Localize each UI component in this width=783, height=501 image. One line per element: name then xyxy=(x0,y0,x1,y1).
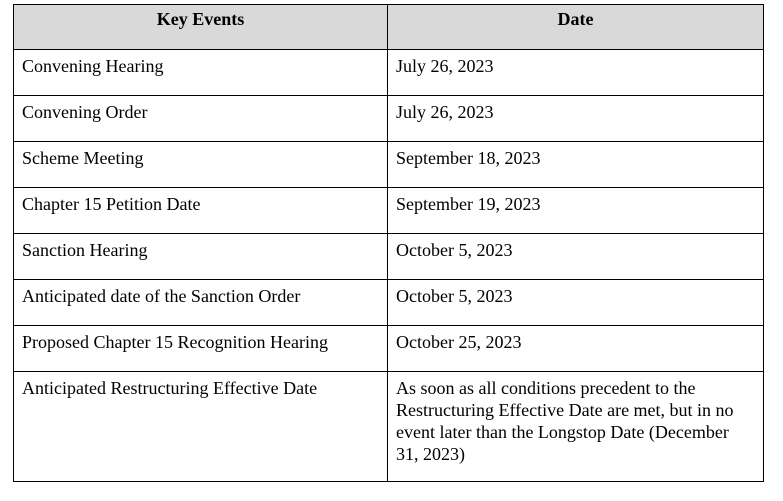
date-cell: October 5, 2023 xyxy=(388,234,764,280)
column-header-date: Date xyxy=(388,5,764,50)
event-cell: Proposed Chapter 15 Recognition Hearing xyxy=(14,326,388,372)
event-cell: Anticipated Restructuring Effective Date xyxy=(14,372,388,482)
table-row xyxy=(14,372,764,482)
date-cell: July 26, 2023 xyxy=(388,50,764,96)
date-cell: September 18, 2023 xyxy=(388,142,764,188)
table-header-row xyxy=(14,5,764,50)
date-cell: As soon as all conditions precedent to the Restructuring Effective Date are met, but in no event later than the Longstop Date (December 31, 2023) xyxy=(388,372,764,482)
event-cell: Anticipated date of the Sanction Order xyxy=(14,280,388,326)
table-row xyxy=(14,234,764,280)
event-cell: Chapter 15 Petition Date xyxy=(14,188,388,234)
column-header-key-events: Key Events xyxy=(14,5,388,50)
table-row xyxy=(14,188,764,234)
date-cell: October 5, 2023 xyxy=(388,280,764,326)
event-cell: Scheme Meeting xyxy=(14,142,388,188)
key-events-table xyxy=(13,4,764,482)
table-row xyxy=(14,96,764,142)
table-row xyxy=(14,50,764,96)
event-cell: Convening Order xyxy=(14,96,388,142)
date-cell: October 25, 2023 xyxy=(388,326,764,372)
event-cell: Convening Hearing xyxy=(14,50,388,96)
date-cell: September 19, 2023 xyxy=(388,188,764,234)
table-row xyxy=(14,142,764,188)
table-row xyxy=(14,326,764,372)
date-cell: July 26, 2023 xyxy=(388,96,764,142)
table-row xyxy=(14,280,764,326)
event-cell: Sanction Hearing xyxy=(14,234,388,280)
